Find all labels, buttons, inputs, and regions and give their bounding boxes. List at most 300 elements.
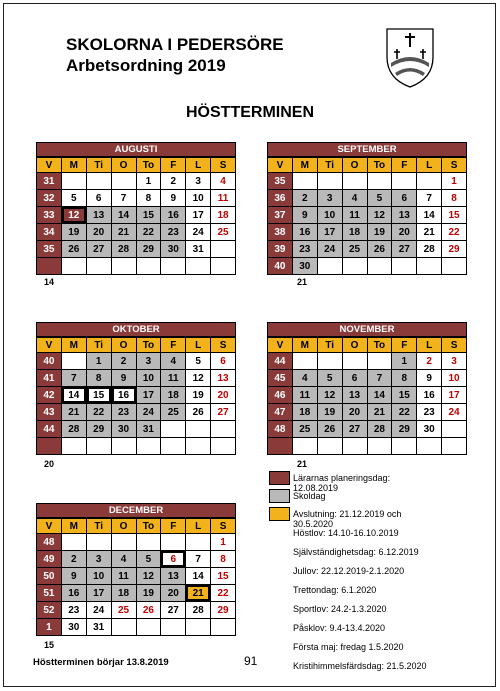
week-row [268, 404, 467, 421]
day-cell [86, 173, 111, 190]
day-cell [442, 258, 467, 275]
day-cell: 16 [417, 387, 442, 404]
day-cell: 16 [111, 387, 136, 404]
day-cell: 15 [392, 387, 417, 404]
day-cell: 23 [292, 241, 317, 258]
day-cell: 28 [367, 421, 392, 438]
week-row [37, 353, 236, 370]
week-number [37, 258, 62, 275]
day-cell: 16 [161, 207, 186, 224]
day-cell: 26 [367, 241, 392, 258]
holiday-item: Sportlov: 24.2-1.3.2020 [293, 604, 387, 614]
day-cell [136, 619, 161, 636]
weekday-header: O [111, 519, 136, 534]
day-cell: 2 [61, 551, 86, 568]
day-cell: 12 [186, 370, 211, 387]
week-number [268, 438, 293, 455]
week-row [37, 404, 236, 421]
day-cell: 21 [367, 404, 392, 421]
week-number: 37 [268, 207, 293, 224]
week-number: 39 [268, 241, 293, 258]
week-row [37, 224, 236, 241]
day-cell: 25 [111, 602, 136, 619]
week-row [37, 421, 236, 438]
day-cell: 22 [211, 585, 236, 602]
week-row [268, 421, 467, 438]
day-cell: 28 [417, 241, 442, 258]
day-cell: 28 [61, 421, 86, 438]
day-cell: 21 [417, 224, 442, 241]
legend [269, 470, 427, 676]
title-line-1: SKOLORNA I PEDERSÖRE [66, 35, 284, 54]
day-cell: 24 [442, 404, 467, 421]
holiday-item: Påsklov: 9.4-13.4.2020 [293, 623, 386, 633]
week-number: 34 [37, 224, 62, 241]
weekday-header: S [211, 338, 236, 353]
day-cell: 11 [161, 370, 186, 387]
day-cell: 8 [442, 190, 467, 207]
week-row [37, 551, 236, 568]
week-number: 1 [37, 619, 62, 636]
day-cell: 4 [342, 190, 367, 207]
legend-end [269, 506, 427, 529]
day-cell: 20 [161, 585, 186, 602]
weekday-header: Ti [317, 158, 342, 173]
week-row [37, 438, 236, 455]
weekday-header: V [37, 158, 62, 173]
day-cell: 14 [417, 207, 442, 224]
weekday-header: L [417, 158, 442, 173]
day-cell: 6 [342, 370, 367, 387]
week-number: 40 [37, 353, 62, 370]
day-cell: 17 [186, 207, 211, 224]
week-number: 38 [268, 224, 293, 241]
day-cell: 2 [417, 353, 442, 370]
week-row [37, 585, 236, 602]
day-cell [61, 534, 86, 551]
day-cell: 2 [111, 353, 136, 370]
week-number: 44 [37, 421, 62, 438]
title-line-2: Arbetsordning 2019 [66, 56, 226, 75]
page-title [66, 34, 284, 76]
day-cell: 26 [317, 421, 342, 438]
day-cell: 27 [86, 241, 111, 258]
day-count-december: 15 [44, 640, 55, 650]
day-cell: 14 [111, 207, 136, 224]
month-header: AUGUSTI [36, 142, 236, 157]
day-cell [186, 438, 211, 455]
day-cell: 27 [342, 421, 367, 438]
day-cell: 5 [186, 353, 211, 370]
month-grid [36, 157, 236, 275]
weekday-header: O [342, 338, 367, 353]
week-number: 43 [37, 404, 62, 421]
day-cell: 4 [161, 353, 186, 370]
day-cell: 27 [392, 241, 417, 258]
day-cell: 26 [61, 241, 86, 258]
day-cell: 7 [417, 190, 442, 207]
week-number: 51 [37, 585, 62, 602]
month-header: SEPTEMBER [267, 142, 467, 157]
day-cell: 8 [136, 190, 161, 207]
day-cell: 24 [186, 224, 211, 241]
day-cell: 10 [86, 568, 111, 585]
day-cell: 3 [86, 551, 111, 568]
day-cell [211, 258, 236, 275]
week-number: 50 [37, 568, 62, 585]
day-cell: 15 [211, 568, 236, 585]
day-cell: 15 [136, 207, 161, 224]
day-cell: 2 [292, 190, 317, 207]
week-row [268, 241, 467, 258]
day-cell: 19 [61, 224, 86, 241]
day-cell: 20 [392, 224, 417, 241]
week-number: 31 [37, 173, 62, 190]
day-cell: 21 [61, 404, 86, 421]
day-cell [86, 258, 111, 275]
day-cell: 30 [417, 421, 442, 438]
day-cell: 6 [86, 190, 111, 207]
day-cell [161, 421, 186, 438]
day-cell: 9 [161, 190, 186, 207]
day-cell: 20 [86, 224, 111, 241]
day-cell: 23 [161, 224, 186, 241]
day-cell: 30 [61, 619, 86, 636]
term-start-note: Höstterminen börjar 13.8.2019 [33, 657, 169, 668]
day-count-october: 20 [44, 459, 55, 469]
day-cell: 9 [417, 370, 442, 387]
day-count-august: 14 [44, 277, 55, 287]
day-cell: 9 [61, 568, 86, 585]
day-cell: 10 [186, 190, 211, 207]
month-header: NOVEMBER [267, 322, 467, 337]
week-row [268, 370, 467, 387]
weekday-header: L [417, 338, 442, 353]
day-cell: 11 [211, 190, 236, 207]
week-number: 46 [268, 387, 293, 404]
day-cell: 22 [86, 404, 111, 421]
day-cell: 4 [111, 551, 136, 568]
day-cell [367, 258, 392, 275]
weekday-header: L [186, 158, 211, 173]
day-cell [111, 619, 136, 636]
weekday-header: F [392, 338, 417, 353]
day-cell: 7 [367, 370, 392, 387]
day-cell: 13 [161, 568, 186, 585]
holiday-item: Första maj: fredag 1.5.2020 [293, 642, 404, 652]
day-cell [186, 534, 211, 551]
week-row [37, 258, 236, 275]
weekday-header-row [268, 158, 467, 173]
day-cell: 7 [186, 551, 211, 568]
day-cell: 25 [342, 241, 367, 258]
day-cell [161, 619, 186, 636]
weekday-header: L [186, 338, 211, 353]
day-cell: 23 [111, 404, 136, 421]
day-cell [211, 438, 236, 455]
week-number: 33 [37, 207, 62, 224]
day-cell: 24 [86, 602, 111, 619]
day-cell: 19 [367, 224, 392, 241]
day-cell [317, 353, 342, 370]
weekday-header: Ti [86, 519, 111, 534]
day-cell [111, 258, 136, 275]
day-cell: 31 [86, 619, 111, 636]
day-cell [392, 258, 417, 275]
week-row [268, 258, 467, 275]
calendar-november [267, 322, 467, 455]
day-cell: 2 [161, 173, 186, 190]
day-cell: 30 [111, 421, 136, 438]
day-cell: 27 [211, 404, 236, 421]
day-cell: 3 [136, 353, 161, 370]
planning-swatch [269, 471, 290, 485]
day-cell: 3 [442, 353, 467, 370]
day-cell: 13 [392, 207, 417, 224]
holiday-item: Trettondag: 6.1.2020 [293, 585, 377, 595]
day-cell [136, 438, 161, 455]
weekday-header: S [442, 338, 467, 353]
day-cell: 10 [442, 370, 467, 387]
weekday-header: V [37, 338, 62, 353]
weekday-header-row [268, 338, 467, 353]
holiday-item: Kristihimmelsfärdsdag: 21.5.2020 [293, 661, 427, 671]
day-cell [111, 534, 136, 551]
week-row [268, 224, 467, 241]
day-cell [417, 258, 442, 275]
day-cell [367, 353, 392, 370]
week-number: 42 [37, 387, 62, 404]
day-cell [317, 173, 342, 190]
day-cell: 1 [392, 353, 417, 370]
day-cell: 22 [392, 404, 417, 421]
day-cell [292, 173, 317, 190]
day-cell [86, 438, 111, 455]
weekday-header: M [61, 338, 86, 353]
page-number: 91 [244, 654, 258, 668]
day-cell [392, 173, 417, 190]
week-row [268, 438, 467, 455]
weekday-header: F [161, 158, 186, 173]
day-cell: 17 [136, 387, 161, 404]
weekday-header: S [211, 519, 236, 534]
day-cell: 15 [442, 207, 467, 224]
week-number: 52 [37, 602, 62, 619]
day-cell [161, 438, 186, 455]
day-cell: 17 [442, 387, 467, 404]
week-number: 35 [37, 241, 62, 258]
weekday-header: To [136, 338, 161, 353]
holiday-item: Självständighetsdag: 6.12.2019 [293, 547, 419, 557]
day-cell: 18 [211, 207, 236, 224]
weekday-header: V [268, 158, 293, 173]
week-number: 40 [268, 258, 293, 275]
day-cell: 1 [136, 173, 161, 190]
day-cell: 12 [367, 207, 392, 224]
end-swatch [269, 507, 290, 521]
weekday-header: To [136, 519, 161, 534]
day-cell [136, 258, 161, 275]
day-cell: 7 [61, 370, 86, 387]
weekday-header: L [186, 519, 211, 534]
weekday-header: O [111, 158, 136, 173]
calendar-september [267, 142, 467, 275]
week-number: 35 [268, 173, 293, 190]
day-cell [317, 258, 342, 275]
day-cell [186, 619, 211, 636]
legend-planning [269, 470, 427, 493]
day-cell: 6 [392, 190, 417, 207]
day-cell [342, 353, 367, 370]
day-cell: 12 [136, 568, 161, 585]
month-grid [267, 337, 467, 455]
week-number: 48 [268, 421, 293, 438]
day-cell: 17 [317, 224, 342, 241]
day-cell: 20 [211, 387, 236, 404]
week-row [37, 370, 236, 387]
week-number: 36 [268, 190, 293, 207]
week-row [37, 568, 236, 585]
day-cell [61, 353, 86, 370]
day-cell: 23 [61, 602, 86, 619]
day-cell [186, 258, 211, 275]
day-cell: 25 [292, 421, 317, 438]
week-row [268, 353, 467, 370]
day-cell: 1 [442, 173, 467, 190]
day-cell: 23 [417, 404, 442, 421]
holiday-list [293, 524, 427, 676]
week-number: 44 [268, 353, 293, 370]
day-cell [317, 438, 342, 455]
day-cell: 18 [161, 387, 186, 404]
day-cell [186, 421, 211, 438]
week-row [37, 619, 236, 636]
day-cell [211, 241, 236, 258]
day-cell [367, 173, 392, 190]
day-cell: 6 [211, 353, 236, 370]
weekday-header: O [342, 158, 367, 173]
day-cell: 30 [161, 241, 186, 258]
coat-of-arms-icon [385, 27, 435, 89]
weekday-header: O [111, 338, 136, 353]
day-cell: 17 [86, 585, 111, 602]
day-cell: 19 [186, 387, 211, 404]
legend-schoolday-label: Skoldag [293, 491, 326, 501]
weekday-header: To [136, 158, 161, 173]
day-cell: 26 [136, 602, 161, 619]
day-cell [136, 534, 161, 551]
day-cell: 18 [342, 224, 367, 241]
weekday-header: F [161, 519, 186, 534]
legend-schoolday [269, 488, 427, 506]
week-row [37, 190, 236, 207]
weekday-header-row [37, 519, 236, 534]
week-row [268, 207, 467, 224]
weekday-header: M [61, 519, 86, 534]
day-cell [417, 173, 442, 190]
day-cell [292, 438, 317, 455]
week-row [268, 190, 467, 207]
weekday-header: Ti [317, 338, 342, 353]
day-cell: 11 [292, 387, 317, 404]
day-cell [442, 421, 467, 438]
day-cell: 29 [392, 421, 417, 438]
day-cell: 18 [292, 404, 317, 421]
day-cell [61, 258, 86, 275]
day-cell [442, 438, 467, 455]
weekday-header: V [37, 519, 62, 534]
day-cell [161, 258, 186, 275]
schoolday-swatch [269, 489, 290, 503]
week-number: 41 [37, 370, 62, 387]
day-cell: 16 [61, 585, 86, 602]
day-cell: 21 [111, 224, 136, 241]
day-cell: 10 [136, 370, 161, 387]
day-cell: 24 [136, 404, 161, 421]
holiday-item: Jullov: 22.12.2019-2.1.2020 [293, 566, 405, 576]
day-cell: 12 [317, 387, 342, 404]
week-row [268, 173, 467, 190]
day-cell: 15 [86, 387, 111, 404]
day-cell: 5 [136, 551, 161, 568]
day-cell: 14 [186, 568, 211, 585]
week-row [37, 602, 236, 619]
day-cell: 25 [161, 404, 186, 421]
calendar-october [36, 322, 236, 455]
weekday-header: M [292, 158, 317, 173]
week-number: 45 [268, 370, 293, 387]
day-cell: 18 [111, 585, 136, 602]
day-cell: 12 [61, 207, 86, 224]
weekday-header: F [392, 158, 417, 173]
day-cell: 11 [342, 207, 367, 224]
day-cell [342, 438, 367, 455]
day-cell: 22 [136, 224, 161, 241]
week-row [37, 387, 236, 404]
day-cell: 9 [111, 370, 136, 387]
day-cell: 30 [292, 258, 317, 275]
day-cell: 29 [442, 241, 467, 258]
day-cell: 14 [367, 387, 392, 404]
day-cell [161, 534, 186, 551]
day-cell [111, 438, 136, 455]
day-cell [367, 438, 392, 455]
day-cell: 3 [186, 173, 211, 190]
week-number: 48 [37, 534, 62, 551]
day-cell: 9 [292, 207, 317, 224]
month-grid [36, 518, 236, 636]
holiday-item: Höstlov: 14.10-16.10.2019 [293, 528, 399, 538]
weekday-header: M [292, 338, 317, 353]
day-cell: 13 [211, 370, 236, 387]
weekday-header: Ti [86, 338, 111, 353]
day-cell [292, 353, 317, 370]
week-number: 49 [37, 551, 62, 568]
day-cell: 4 [292, 370, 317, 387]
month-grid [267, 157, 467, 275]
day-cell: 5 [367, 190, 392, 207]
day-cell: 29 [86, 421, 111, 438]
day-cell [61, 173, 86, 190]
term-heading: HÖSTTERMINEN [186, 104, 314, 121]
month-header: DECEMBER [36, 503, 236, 518]
week-number: 32 [37, 190, 62, 207]
day-cell: 8 [86, 370, 111, 387]
day-cell: 16 [292, 224, 317, 241]
weekday-header: M [61, 158, 86, 173]
day-cell: 24 [317, 241, 342, 258]
weekday-header: S [442, 158, 467, 173]
